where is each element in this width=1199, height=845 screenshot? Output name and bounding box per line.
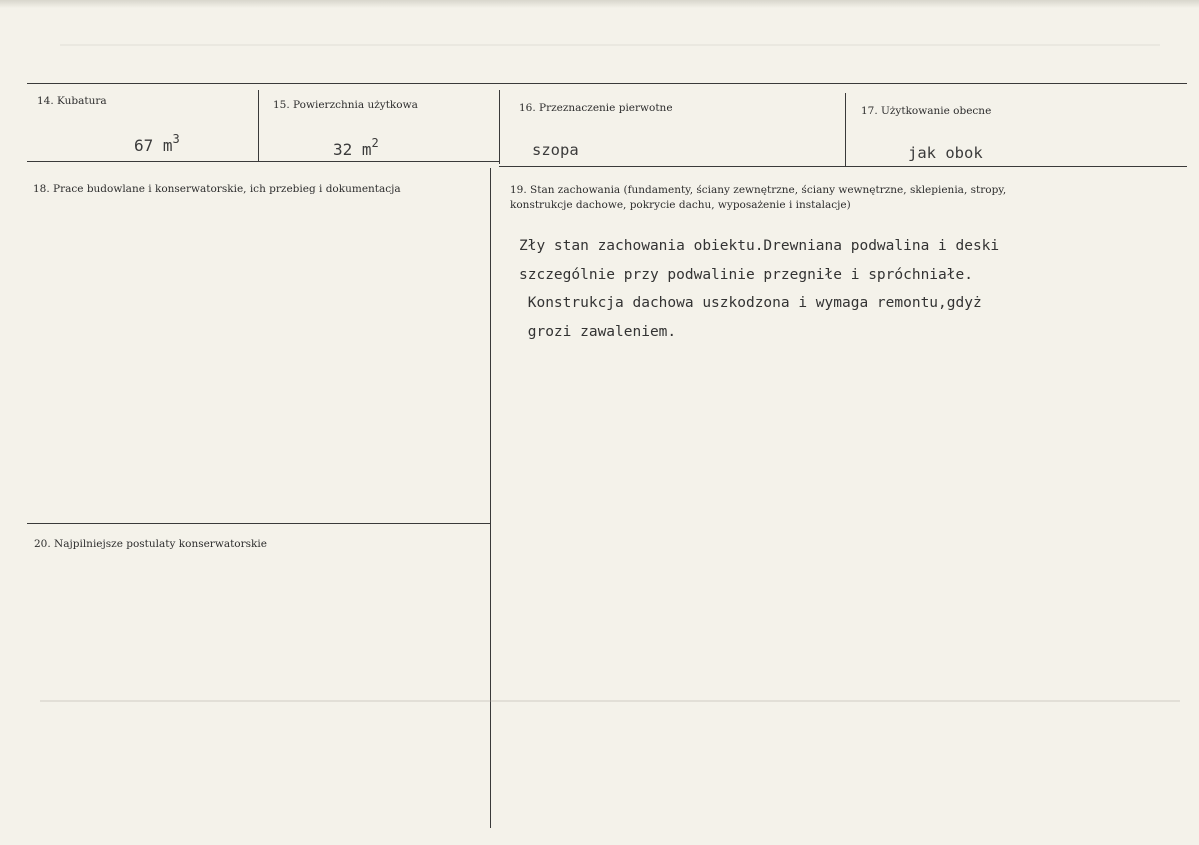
scan-artifact xyxy=(40,700,1180,702)
field-14-value xyxy=(134,132,180,155)
field-19-line: Zły stan zachowania obiektu.Drewniana podwalina i deski xyxy=(519,238,1000,254)
field-14-number: 67 m xyxy=(134,136,173,155)
row-rule-right xyxy=(499,166,1187,167)
field-14-label: 14. Kubatura xyxy=(37,95,107,107)
field-19-label: 19. Stan zachowania (fundamenty, ściany zewnętrzne, ściany wewnętrzne, sklepienia, stropy, konstrukcje dachowe, pokrycie dachu, wyposażenie i instalacje) xyxy=(510,184,1007,211)
divider-14-15 xyxy=(258,90,259,162)
field-17-label: 17. Użytkowanie obecne xyxy=(861,105,992,117)
field-15-number: 32 m xyxy=(333,140,372,159)
field-16-label: 16. Przeznaczenie pierwotne xyxy=(519,102,673,114)
field-14-exponent: 3 xyxy=(172,132,180,146)
divider-16-17 xyxy=(845,93,846,167)
row-rule-left xyxy=(27,161,500,162)
scan-top-edge xyxy=(0,0,1199,8)
rule-18-20 xyxy=(27,523,491,524)
field-19-line: szczególnie przy podwalinie przegniłe i spróchniałe. xyxy=(519,266,973,283)
divider-15-16 xyxy=(499,90,500,164)
top-rule xyxy=(27,83,1187,84)
field-20-label: 20. Najpilniejsze postulaty konserwatorskie xyxy=(34,538,267,550)
field-19-line: grozi zawaleniem. xyxy=(519,323,677,340)
field-16-value: szopa xyxy=(532,141,579,159)
field-18-label: 18. Prace budowlane i konserwatorskie, ich przebieg i dokumentacja xyxy=(33,183,401,195)
field-19-typed-text xyxy=(519,232,999,346)
main-vertical-divider xyxy=(490,168,491,828)
field-17-value: jak obok xyxy=(908,144,983,162)
scan-artifact xyxy=(60,44,1160,46)
field-15-value xyxy=(333,136,379,159)
field-15-label: 15. Powierzchnia użytkowa xyxy=(273,99,418,111)
field-15-exponent: 2 xyxy=(371,136,379,150)
field-19-line: Konstrukcja dachowa uszkodzona i wymaga remontu,gdyż xyxy=(519,295,982,311)
